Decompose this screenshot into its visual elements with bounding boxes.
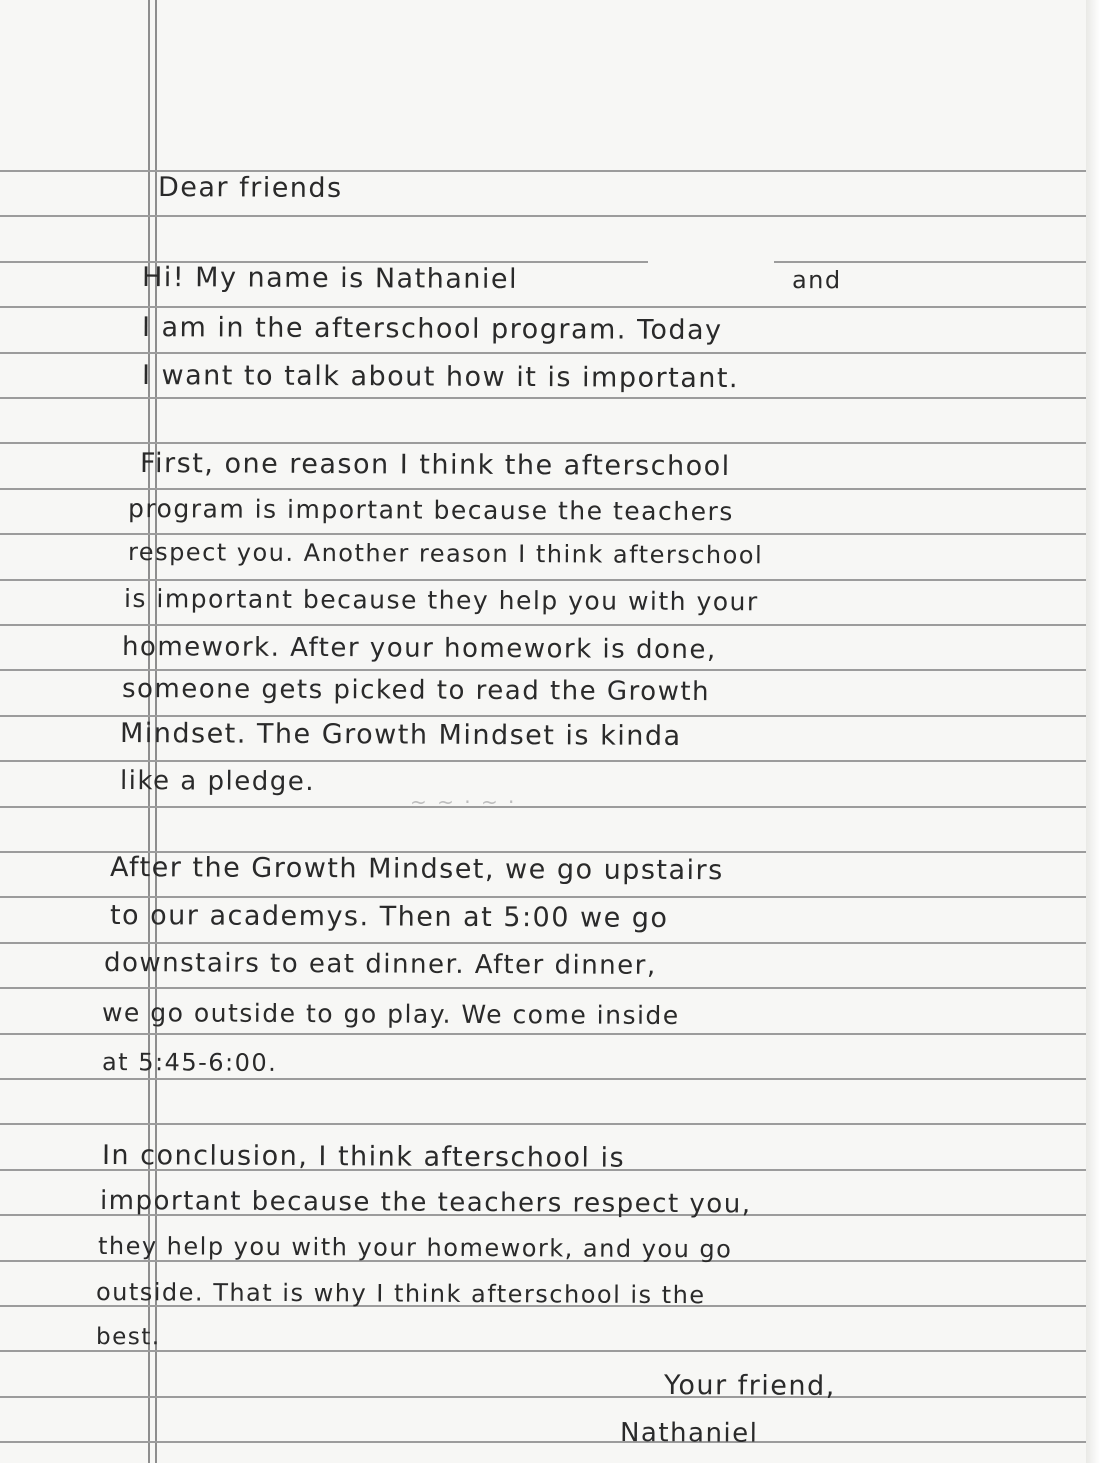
greeting: Dear friends <box>157 172 343 204</box>
body-line: First, one reason I think the afterschool <box>139 448 731 483</box>
ruled-line <box>0 715 1086 717</box>
intro-line-and: and <box>791 266 842 295</box>
ruled-line <box>0 442 1086 444</box>
ruled-line <box>0 760 1086 762</box>
redacted-surname <box>648 252 774 292</box>
body-line: is important because they help you with your <box>123 584 759 617</box>
ruled-line <box>0 987 1086 989</box>
intro-line: I want to talk about how it is important. <box>141 360 740 395</box>
body-line: to our academys. Then at 5:00 we go <box>109 900 669 934</box>
closing: Your friend, <box>663 1370 836 1402</box>
body-line: homework. After your homework is done, <box>121 632 717 666</box>
ruled-line <box>0 533 1086 535</box>
signature: Nathaniel <box>619 1418 759 1449</box>
body-line: After the Growth Mindset, we go upstairs <box>109 852 724 887</box>
ruled-line <box>0 352 1086 354</box>
body-line: program is important because the teachers <box>127 494 734 527</box>
conclusion-line: outside. That is why I think afterschool is the <box>95 1278 706 1310</box>
ruled-line <box>0 669 1086 671</box>
body-line: at 5:45-6:00. <box>101 1048 278 1077</box>
ruled-line <box>0 306 1086 308</box>
ruled-line <box>0 215 1086 217</box>
ruled-line <box>0 1033 1086 1035</box>
ruled-line <box>0 579 1086 581</box>
ruled-line <box>0 1441 1086 1443</box>
erased-marks: ~ ~ · ~ · <box>410 790 517 814</box>
conclusion-line: In conclusion, I think afterschool is <box>101 1140 626 1174</box>
ruled-line <box>0 1123 1086 1125</box>
body-line: we go outside to go play. We come inside <box>101 998 680 1031</box>
ruled-line <box>0 942 1086 944</box>
conclusion-line: they help you with your homework, and you go <box>97 1232 733 1264</box>
ruled-line <box>0 896 1086 898</box>
ruled-line <box>0 397 1086 399</box>
ruled-line <box>0 488 1086 490</box>
conclusion-line: best. <box>95 1324 161 1351</box>
ruled-line <box>0 1396 1086 1398</box>
intro-line: Hi! My name is Nathaniel <box>141 262 519 295</box>
intro-line: I am in the afterschool program. Today <box>141 312 723 347</box>
ruled-line <box>0 806 1086 808</box>
body-line: Mindset. The Growth Mindset is kinda <box>119 718 682 752</box>
page-edge <box>1086 0 1100 1463</box>
body-line: downstairs to eat dinner. After dinner, <box>103 948 657 981</box>
ruled-line <box>0 624 1086 626</box>
ruled-line <box>0 1350 1086 1352</box>
conclusion-line: important because the teachers respect you, <box>99 1186 752 1220</box>
body-line: someone gets picked to read the Growth <box>121 674 711 708</box>
body-line: like a pledge. <box>119 766 316 798</box>
body-line: respect you. Another reason I think afterschool <box>127 538 764 570</box>
ruled-line <box>0 1078 1086 1080</box>
